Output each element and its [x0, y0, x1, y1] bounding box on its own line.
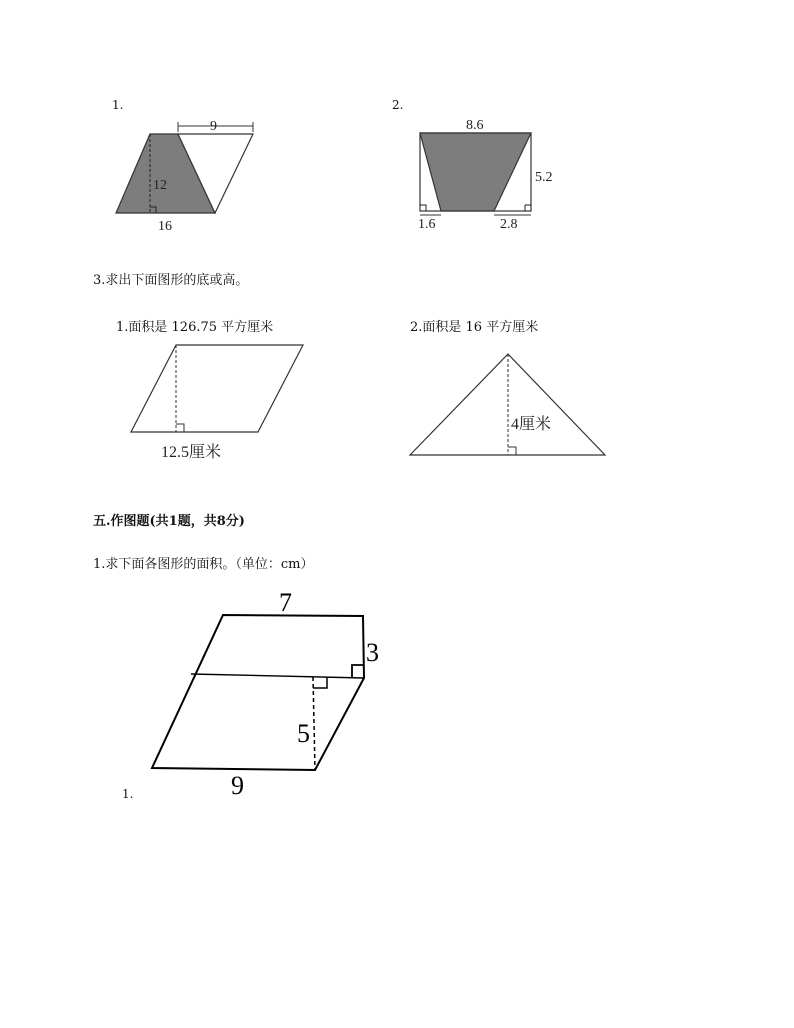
section-3-caption-a: 1.面积是 126.75 平方厘米 [116, 320, 274, 335]
base-label: 12.5厘米 [161, 444, 222, 461]
right-dimension: 3 [366, 638, 379, 667]
bottom-dimension: 9 [231, 771, 244, 800]
section-5-heading: 五.作图题(共1题，共8分) [93, 514, 245, 529]
middle-dimension: 5 [297, 719, 310, 748]
question-number-2: 2. [392, 98, 404, 112]
parallelogram-figure-1 [110, 112, 270, 237]
question-number-1: 1. [112, 98, 124, 112]
side-label: 5.2 [535, 170, 553, 185]
left-segment-label: 1.6 [418, 217, 436, 232]
height-label: 4厘米 [511, 416, 552, 433]
top-dimension: 7 [279, 588, 292, 617]
parallelogram-figure-3a [125, 340, 310, 465]
composite-figure [140, 585, 390, 800]
base-label: 16 [158, 219, 172, 234]
section-5-instruction: 1.求下面各图形的面积。（单位：cm） [93, 557, 314, 572]
right-segment-label: 2.8 [500, 217, 518, 232]
top-label: 9 [210, 119, 217, 134]
top-label: 8.6 [466, 118, 484, 133]
height-label: 12 [153, 178, 167, 193]
section-3-caption-b: 2.面积是 16 平方厘米 [410, 320, 539, 335]
trapezoid-figure-2 [408, 112, 568, 237]
figure-number: 1. [122, 787, 134, 801]
section-3-title: 3.求出下面图形的底或高。 [93, 273, 249, 288]
triangle-figure-3b [405, 348, 610, 463]
